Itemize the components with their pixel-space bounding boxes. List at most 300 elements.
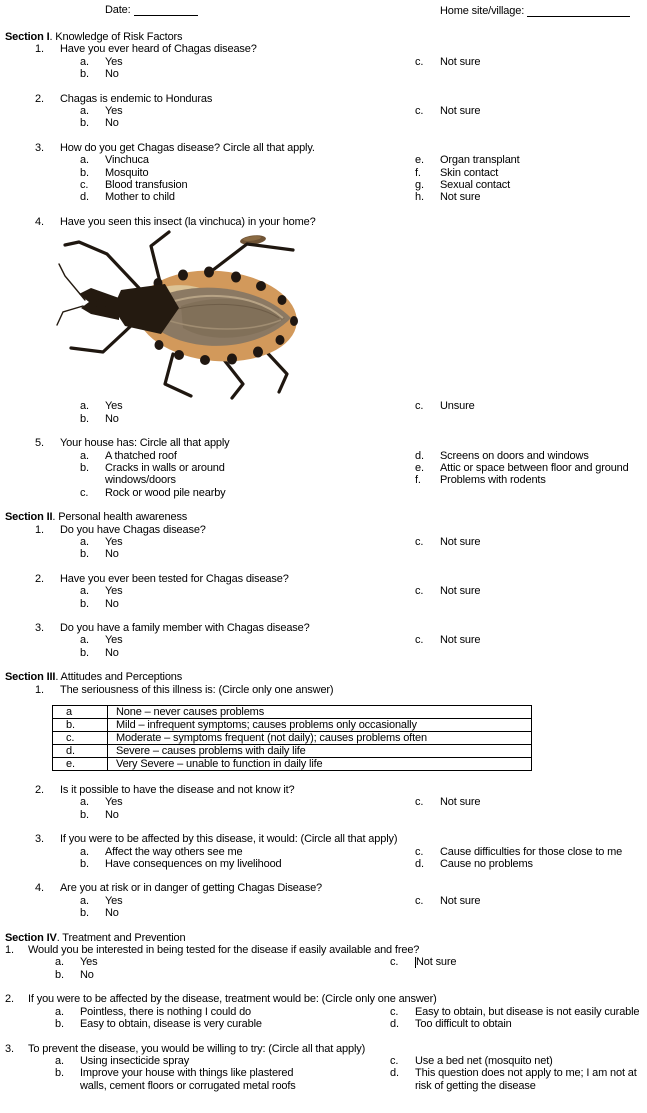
option-letter: c. [415,400,424,413]
option-text: Sexual contact [440,179,511,192]
option-text: No [105,597,119,610]
option-letter: a. [80,796,89,809]
date-field-group [105,4,198,16]
option-letter: c. [415,535,424,548]
option-text: No [105,548,119,561]
option-text: Unsure [440,400,475,413]
options-column-right [415,846,647,871]
answer-option[interactable] [80,487,415,499]
answer-option[interactable] [415,634,647,646]
section-title-rest: . Treatment and Prevention [56,931,186,944]
answer-option[interactable] [390,956,647,968]
form-body [5,31,647,1092]
option-letter: b. [55,968,64,981]
question-number: 3. [5,1042,14,1055]
question-text: Have you seen this insect (la vinchuca) in your home? [60,215,316,228]
option-letter: a. [80,55,89,68]
question-text: Do you have Chagas disease? [60,523,206,536]
date-input-blank[interactable] [134,4,198,16]
option-letter: b. [80,646,89,659]
section-i [5,31,647,499]
option-letter: b. [80,461,89,474]
question-line [5,993,647,1005]
option-letter: b. [80,412,89,425]
section-title-bold: Section III [5,671,56,684]
question-number: 4. [35,882,44,895]
option-letter: f. [415,166,421,179]
option-letter: b. [80,858,89,871]
question [5,993,647,1030]
answer-option[interactable] [55,1055,390,1067]
answer-option[interactable] [80,634,415,646]
option-text: Not sure [440,105,481,118]
option-letter: d. [390,1067,399,1080]
option-letter: a. [55,956,64,969]
options-column-right [415,400,647,425]
answer-option[interactable] [80,68,415,80]
question [5,524,647,561]
option-text: Not sure [440,55,481,68]
home-site-label: Home site/village: [440,5,525,17]
answer-option[interactable] [415,154,647,166]
answer-options [5,105,647,130]
options-column-right [415,450,647,500]
option-text: Yes [105,535,123,548]
answer-option[interactable] [80,400,415,412]
option-letter: b. [80,907,89,920]
option-letter: c. [415,894,424,907]
answer-option[interactable] [415,191,647,203]
question-number: 2. [35,92,44,105]
answer-option[interactable] [80,846,415,858]
option-text: Cause difficulties for those close to me [440,845,623,858]
option-text: Affect the way others see me [105,845,243,858]
choice-letter: a [53,706,108,719]
option-text: Not sure [440,585,481,598]
answer-option[interactable] [415,846,647,858]
options-column-left [5,400,415,425]
option-text: Problems with rodents [440,474,546,487]
answer-options [5,796,647,821]
section-title [5,31,647,43]
options-column-left [5,634,415,659]
question-line [5,437,647,449]
option-text: Yes [105,894,123,907]
answer-option[interactable] [80,105,415,117]
answer-option[interactable] [80,413,415,425]
home-site-input-blank[interactable] [527,5,630,17]
date-label: Date: [105,4,131,16]
option-text: Cause no problems [440,858,533,871]
option-letter: b. [55,1067,64,1080]
option-letter: c. [415,634,424,647]
question-line [5,43,647,55]
options-column-left [5,585,415,610]
answer-option[interactable] [80,56,415,68]
choice-letter: b. [53,719,108,732]
section-ii [5,511,647,659]
answer-option[interactable] [415,462,647,474]
answer-option[interactable] [415,536,647,548]
option-text: Mother to child [105,191,175,204]
option-letter: a. [55,1005,64,1018]
question [5,43,647,80]
option-letter: b. [80,117,89,130]
option-letter: c. [415,105,424,118]
option-text: No [105,808,119,821]
option-letter: e. [415,461,424,474]
question-text: Would you be interested in being tested for the disease if easily available and free? [28,944,420,957]
answer-options [5,895,647,920]
option-letter: a. [80,449,89,462]
answer-option[interactable] [80,585,415,597]
choice-letter: d. [53,745,108,758]
option-letter: a. [80,894,89,907]
answer-option[interactable] [80,598,415,610]
option-text: Not sure [440,796,481,809]
options-column-left [5,154,415,204]
answer-option[interactable] [80,548,415,560]
option-letter: a. [80,845,89,858]
answer-options [5,56,647,81]
option-text: A thatched roof [105,449,177,462]
question [5,573,647,610]
option-letter: d. [415,449,424,462]
option-text: Yes [105,400,123,413]
question-text: Do you have a family member with Chagas disease? [60,621,310,634]
answer-option[interactable] [390,1006,647,1018]
form-header [5,4,647,18]
question [5,784,647,821]
option-text: Organ transplant [440,154,520,167]
option-text: Blood transfusion [105,179,188,192]
section-iv [5,932,647,1092]
question-line [5,784,647,796]
answer-option[interactable] [80,907,415,919]
table-choice-row[interactable] [53,732,532,745]
answer-option[interactable] [80,796,415,808]
answer-options [5,956,647,981]
section-title-bold: Section I [5,31,50,43]
options-column-right [415,796,647,821]
question-line [5,944,647,956]
answer-option[interactable] [415,474,647,486]
option-text: Rock or wood pile nearby [105,486,226,499]
option-text: Yes [80,956,98,969]
table-choice-row[interactable] [53,719,532,732]
option-letter: c. [80,486,89,499]
choice-text: Severe – causes problems with daily life [108,745,532,758]
option-letter: a. [80,535,89,548]
choice-letter: e. [53,758,108,771]
section-title-rest: . Personal health awareness [52,511,188,524]
answer-option[interactable] [415,56,647,68]
option-letter: c. [415,845,424,858]
choice-text: Mild – infrequent symptoms; causes problems only occasionally [108,719,532,732]
option-text: Cracks in walls or around windows/doors [105,461,225,487]
question-text: How do you get Chagas disease? Circle all that apply. [60,141,315,154]
option-text: Screens on doors and windows [440,449,589,462]
answer-option[interactable] [55,956,390,968]
options-column-left [5,1006,390,1031]
answer-option[interactable] [390,1055,647,1067]
answer-option[interactable] [55,1018,390,1030]
question-text: The seriousness of this illness is: (Circle only one answer) [60,683,334,696]
table-choice-row[interactable] [53,745,532,758]
option-letter: f. [415,474,421,487]
option-text: Yes [105,796,123,809]
section-title [5,671,647,683]
answer-option[interactable] [80,179,415,191]
option-text: No [80,968,94,981]
options-column-right [415,154,647,204]
question [5,882,647,919]
answer-option[interactable] [80,167,415,179]
option-text: Vinchuca [105,154,149,167]
vinchuca-insect-image [55,228,305,400]
section-title [5,511,647,523]
answer-option[interactable] [80,895,415,907]
question-text: To prevent the disease, you would be willing to try: (Circle all that apply) [28,1042,366,1055]
question-text: If you were to be affected by this disease, it would: (Circle all that apply) [60,833,398,846]
answer-option[interactable] [415,895,647,907]
answer-options [5,585,647,610]
option-text: Not sure [440,191,481,204]
question [5,684,647,771]
question [5,833,647,870]
answer-option[interactable] [80,462,415,487]
option-text: Not sure [440,894,481,907]
question-text: Have you ever heard of Chagas disease? [60,43,257,56]
options-column-left [5,956,390,981]
option-letter: c. [415,796,424,809]
option-text: Yes [105,105,123,118]
question-number: 2. [35,572,44,585]
question-number: 1. [5,944,14,957]
options-column-right [390,1006,647,1031]
option-letter: c. [390,1005,399,1018]
answer-option[interactable] [415,167,647,179]
option-letter: e. [415,154,424,167]
option-text: No [105,68,119,81]
answer-option[interactable] [80,450,415,462]
question-number: 4. [35,215,44,228]
section-title-rest: . Attitudes and Perceptions [55,671,183,684]
answer-options [5,450,647,500]
option-letter: a. [80,634,89,647]
option-text: Not sure [440,634,481,647]
question-text: If you were to be affected by the disease, treatment would be: (Circle only one answer) [28,993,437,1006]
answer-option[interactable] [80,117,415,129]
question-number: 1. [35,683,44,696]
option-letter: b. [80,597,89,610]
options-column-right [415,56,647,81]
option-letter: b. [80,808,89,821]
options-column-right [415,585,647,610]
question-number: 3. [35,833,44,846]
question [5,93,647,130]
answer-options [5,400,647,425]
options-column-right [415,634,647,659]
option-letter: c. [390,956,399,969]
question-line [5,684,647,696]
option-text: Using insecticide spray [80,1054,190,1067]
answer-options [5,1006,647,1031]
answer-option[interactable] [415,179,647,191]
question-text: Is it possible to have the disease and not know it? [60,784,295,796]
answer-options [5,154,647,204]
question-text: Chagas is endemic to Honduras [60,92,213,105]
question-number: 5. [35,437,44,450]
question [5,142,647,204]
option-text: No [105,646,119,659]
question-line [5,142,647,154]
option-letter: h. [415,191,424,204]
question-number: 2. [5,993,14,1006]
options-column-right [390,956,647,981]
options-column-left [5,105,415,130]
answer-option[interactable] [80,191,415,203]
option-letter: c. [415,585,424,598]
question-number: 3. [35,621,44,634]
option-text: Easy to obtain, disease is very curable [80,1018,262,1031]
option-text: Mosquito [105,166,149,179]
answer-options [5,1055,647,1092]
option-text: Too difficult to obtain [415,1018,512,1031]
option-text: Improve your house with things like plastered walls, cement floors or corrugated metal roofs [80,1067,296,1092]
seriousness-scale-table [52,705,532,771]
option-text: Have consequences on my livelihood [105,858,282,871]
choice-text: Moderate – symptoms frequent (not daily); causes problems often [108,732,532,745]
option-letter: a. [55,1054,64,1067]
option-text: Yes [105,55,123,68]
question [5,216,647,425]
home-site-field-group [440,5,630,17]
options-column-left [5,895,415,920]
option-letter: a. [80,400,89,413]
answer-option[interactable] [415,400,647,412]
option-letter: c. [415,55,424,68]
option-letter: b. [80,166,89,179]
question [5,944,647,981]
choice-text: Very Severe – unable to function in daily life [108,758,532,771]
choice-text: None – never causes problems [108,706,532,719]
option-letter: c. [80,179,89,192]
question-number: 3. [35,141,44,154]
answer-option[interactable] [390,1067,647,1092]
choice-letter: c. [53,732,108,745]
vinchuca-insect [55,228,305,400]
option-letter: a. [80,154,89,167]
options-column-left [5,796,415,821]
option-letter: b. [55,1018,64,1031]
section-title [5,932,647,944]
question [5,437,647,499]
question-line [5,524,647,536]
question [5,622,647,659]
question-line [5,882,647,894]
option-text: Use a bed net (mosquito net) [415,1054,553,1067]
answer-option[interactable] [390,1018,647,1030]
option-text: Not sure [440,535,481,548]
answer-option[interactable] [415,450,647,462]
option-text: Yes [105,634,123,647]
options-column-left [5,56,415,81]
answer-option[interactable] [415,796,647,808]
option-letter: d. [415,858,424,871]
option-text: Pointless, there is nothing I could do [80,1005,252,1018]
answer-option[interactable] [415,585,647,597]
option-letter: a. [80,585,89,598]
question-line [5,1043,647,1055]
answer-option[interactable] [55,969,390,981]
question-number: 1. [35,523,44,536]
option-letter: b. [80,548,89,561]
question-text: Are you at risk or in danger of getting Chagas Disease? [60,882,323,895]
answer-option[interactable] [80,858,415,870]
option-letter: c. [390,1054,399,1067]
question-line [5,93,647,105]
options-column-right [415,105,647,130]
option-text: No [105,907,119,920]
section-title-bold: Section II [5,511,53,524]
answer-options [5,846,647,871]
option-letter: d. [80,191,89,204]
answer-option[interactable] [80,809,415,821]
options-column-left [5,846,415,871]
option-text: No [105,117,119,130]
table-choice-row[interactable] [53,758,532,771]
option-letter: g. [415,179,424,192]
option-letter: a. [80,105,89,118]
option-letter: b. [80,68,89,81]
options-column-left [5,536,415,561]
question [5,1043,647,1093]
question-text: Your house has: Circle all that apply [60,437,230,450]
option-text: This question does not apply to me; I am not at risk of getting the disease [415,1067,637,1092]
option-letter: d. [390,1018,399,1031]
question-line [5,622,647,634]
question-line [5,216,647,228]
option-text: Attic or space between floor and ground [440,461,629,474]
answer-options [5,634,647,659]
table-choice-row[interactable] [53,706,532,719]
question-number: 2. [35,784,44,796]
options-column-right [415,895,647,920]
section-iii [5,671,647,919]
option-text: Easy to obtain, but disease is not easily curable [415,1005,640,1018]
options-column-left [5,450,415,500]
answer-option[interactable] [80,154,415,166]
options-column-left [5,1055,390,1092]
options-column-right [415,536,647,561]
section-title-bold: Section IV [5,931,57,944]
options-column-right [390,1055,647,1092]
answer-options [5,536,647,561]
question-text: Have you ever been tested for Chagas disease? [60,572,289,585]
answer-option[interactable] [55,1006,390,1018]
question-line [5,573,647,585]
answer-option[interactable] [55,1067,390,1092]
question-line [5,833,647,845]
question-number: 1. [35,43,44,56]
answer-option[interactable] [80,536,415,548]
option-text: No [105,412,119,425]
option-text: Skin contact [440,166,499,179]
answer-option[interactable] [80,647,415,659]
answer-option[interactable] [415,105,647,117]
answer-option[interactable] [415,858,647,870]
